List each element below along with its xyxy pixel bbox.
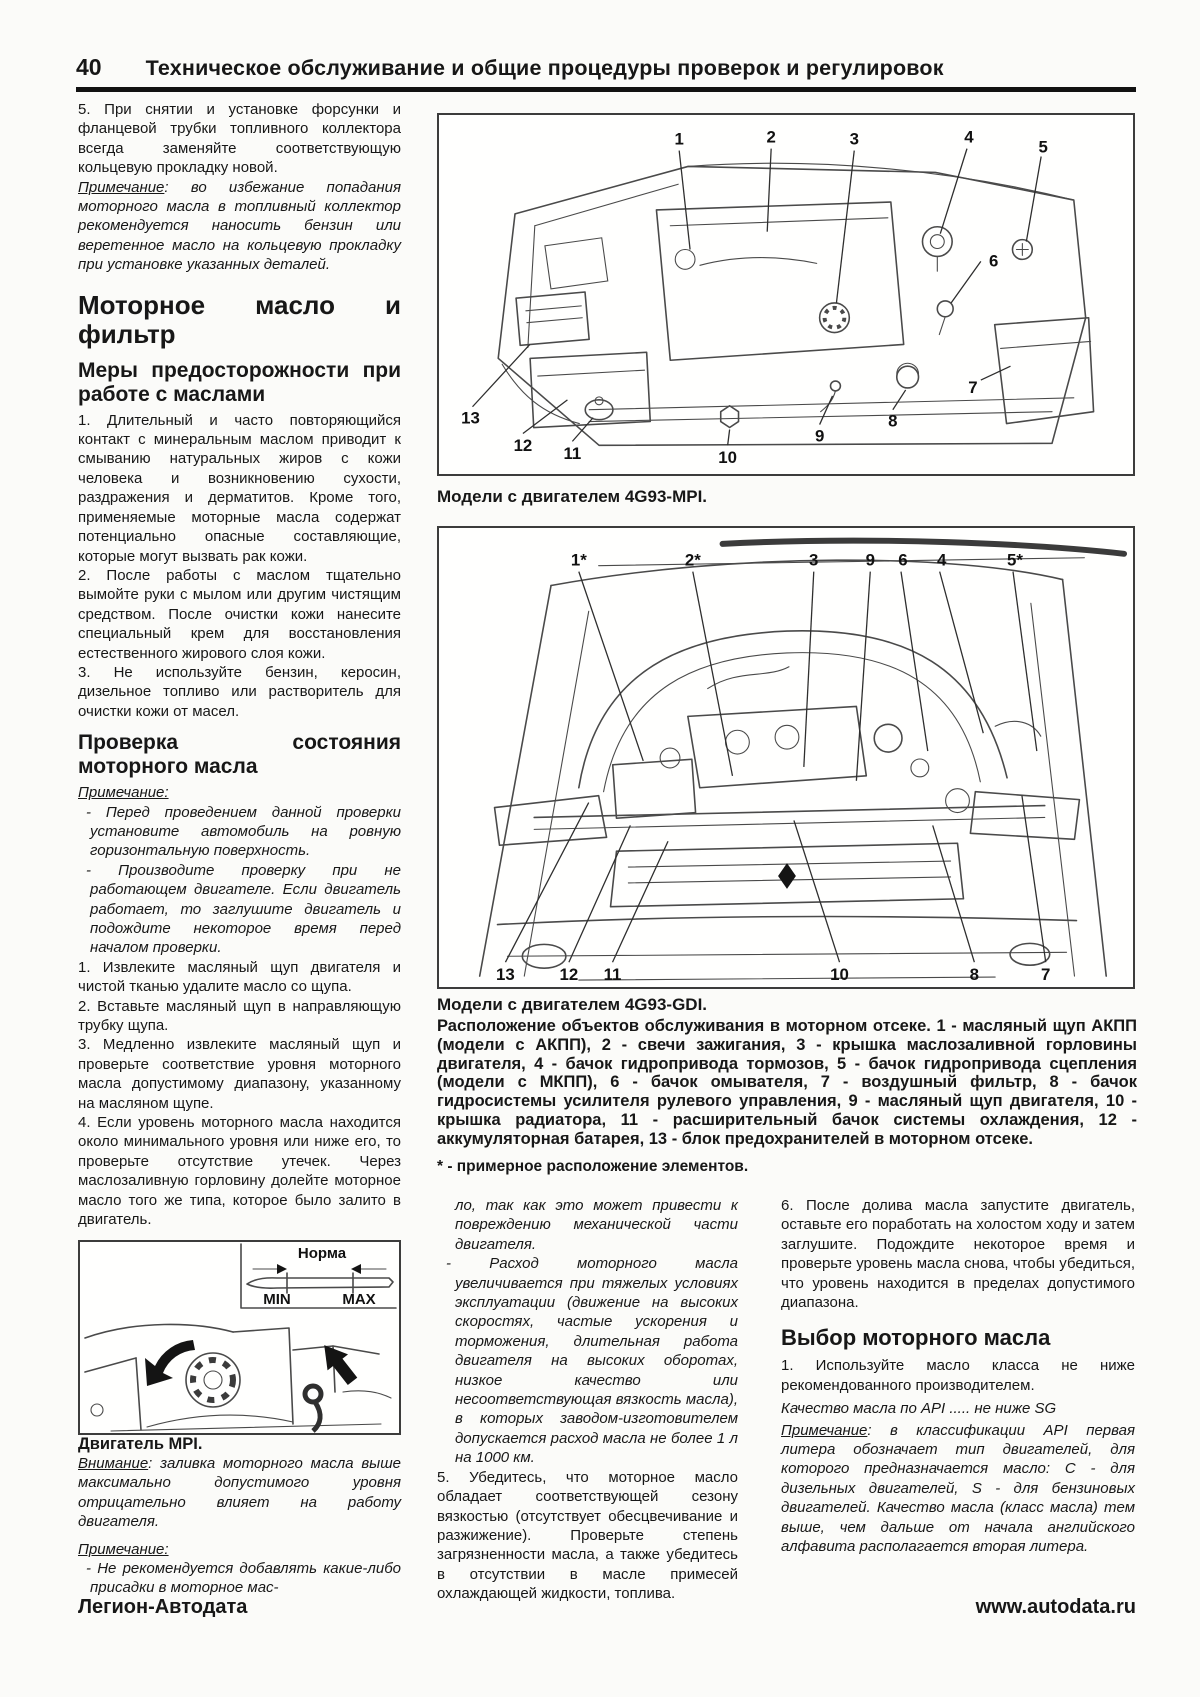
page-footer xyxy=(78,1596,1136,1619)
warning-text: : заливка моторного масла выше максимально допустимого уровня отрицательно влияет на работу двигателя. xyxy=(78,1454,401,1531)
engine-bay-diagram-gdi xyxy=(437,526,1135,989)
precaution-3: 3. Не используйте бензин, керосин, дизельное топливо или растворитель для очистки кожи от масел. xyxy=(78,663,401,720)
check-step-3: 3. Медленно извлеките масляный щуп и проверьте соответствие уровня моторного масла допустимому диапазону, указанному на масляном щупе. xyxy=(78,1036,401,1112)
paragraph-step5: 5. При снятии и установке форсунки и фланцевой трубки топливного коллектора всегда заменяйте соответствующую кольцевую прокладку новой. xyxy=(78,101,401,177)
note-additives-item: - Не рекомендуется добавлять какие-либо присадки в моторное мас- xyxy=(86,1559,401,1597)
note-label: Примечание xyxy=(781,1421,868,1439)
publisher-name: Легион-Автодата xyxy=(78,1596,248,1618)
inset-max-label: MAX xyxy=(342,1290,376,1308)
callout-number: 9 xyxy=(814,426,825,446)
left-column xyxy=(78,100,401,1598)
page-title: Техническое обслуживание и общие процедуры проверок и регулировок xyxy=(145,56,944,80)
precaution-1: 1. Длительный и часто повторяющийся контакт с минеральным маслом приводит к смыванию натуральных жиров с кожи человека и возникновению сухости, раздражения и дерматитов. Кроме того, применяемые моторные масла содержат потенциально опасные составляющие, которые могут вызвать рак кожи. xyxy=(78,411,401,565)
callout-number: 7 xyxy=(1041,965,1051,985)
note-additives-continuation: ло, так как это может привести к повреждению механической части двигателя. xyxy=(455,1197,738,1253)
callout-number: 8 xyxy=(969,965,980,985)
note-label: Примечание xyxy=(78,178,165,196)
subheading-oil-check: Проверка состояния моторного масла xyxy=(78,731,401,779)
warning-label: Внимание xyxy=(78,1454,149,1472)
callout-number: 12 xyxy=(513,436,533,456)
callout-number: 11 xyxy=(563,444,582,464)
note-label: Примечание: xyxy=(78,1540,169,1558)
dipstick-figure-art xyxy=(80,1242,399,1433)
page-header xyxy=(76,54,1136,92)
dipstick-arrow-icon xyxy=(314,1337,363,1389)
callout-number: 6 xyxy=(989,251,999,271)
callout-number: 10 xyxy=(830,965,849,985)
callout-number: 13 xyxy=(496,965,515,985)
section-heading-engine-oil: Моторное масло и фильтр xyxy=(78,289,401,349)
mpi-engine-figure xyxy=(78,1240,401,1435)
callout-number: 4 xyxy=(936,550,947,570)
callout-number: 8 xyxy=(888,411,898,431)
callout-number: 2 xyxy=(766,127,776,147)
note-text: : во избежание попадания моторного масла в топливный коллектор рекомендуется наносить бензин или веретенное масло на кольцевую прокладку при установке указанных деталей. xyxy=(78,178,401,274)
check-step-1: 1. Извлеките масляный щуп двигателя и чистой тканью удалите масло со щупа. xyxy=(78,958,401,996)
note-check-item-1: - Перед проведением данной проверки установите автомобиль на ровную горизонтальную поверхность. xyxy=(86,803,401,860)
note-text: : в классификации API первая литера обозначает тип двигателей, для которого предназначается масло: C - для дизельных двигателей, S - для бензиновых двигателей. Качество масла (класс масла) тем выше, чем дальше от начала английского алфавита располагается вторая литера. xyxy=(781,1421,1135,1556)
note-check-item-2: - Производите проверку при не работающем двигателе. Если двигатель работает, то заглушите двигатель и подождите некоторое время перед началом проверки. xyxy=(86,861,401,957)
note-injector xyxy=(78,178,401,275)
callout-number: 1* xyxy=(570,550,587,570)
diagram-legend-footnote: * - примерное расположение элементов. xyxy=(437,1157,749,1175)
middle-column xyxy=(437,1196,738,1604)
callout-number: 9 xyxy=(865,550,875,570)
page-number: 40 xyxy=(76,54,102,80)
right-column xyxy=(781,1196,1135,1557)
callout-number: 11 xyxy=(603,965,622,985)
api-quality-line: Качество масла по API ..... не ниже SG xyxy=(781,1400,1057,1418)
callout-number: 4 xyxy=(964,127,974,147)
callout-number: 3 xyxy=(809,550,819,570)
check-step-4: 4. Если уровень моторного масла находится около минимального уровня или ниже его, то проверьте отсутствие утечек. Через маслозаливную горловину долейте моторное масло того же типа, которое было залито в двигатель. xyxy=(78,1114,401,1229)
mpi-diagram-caption: Модели с двигателем 4G93-MPI. xyxy=(437,487,708,506)
note-label: Примечание: xyxy=(78,784,169,802)
check-step-2: 2. Вставьте масляный щуп в направляющую трубку щупа. xyxy=(78,997,401,1035)
callout-number: 2* xyxy=(684,550,701,570)
gdi-diagram-caption: Модели с двигателем 4G93-GDI. xyxy=(437,995,708,1014)
callout-number: 13 xyxy=(461,408,480,428)
callout-number: 5 xyxy=(1038,137,1048,157)
callout-number: 6 xyxy=(898,550,908,570)
subheading-oil-choice: Выбор моторного масла xyxy=(781,1325,1051,1351)
diagram-legend: Расположение объектов обслуживания в моторном отсеке. 1 - масляный щуп АКПП (модели с АКПП), 2 - свечи зажигания, 3 - крышка маслозаливной горловины двигателя, 4 - бачок гидропривода тормозов, 5 - бачок гидропривода сцепления (модели с МКПП), 6 - бачок омывателя, 7 - воздушный фильтр, 8 - бачок гидросистемы усилителя рулевого управления, 9 - масляный щуп двигателя, 10 - крышка радиатора, 11 - расширительный бачок системы охлаждения, 12 - аккумуляторная батарея, 13 - блок предохранителей в моторном отсеке. xyxy=(437,1017,1137,1148)
callout-number: 3 xyxy=(849,129,859,149)
callout-number: 10 xyxy=(718,448,737,468)
dipstick-range-inset xyxy=(241,1244,396,1308)
diagram-legend-block xyxy=(437,995,1137,1176)
figure-caption: Двигатель MPI. xyxy=(78,1434,203,1453)
gdi-diagram-art xyxy=(439,528,1133,987)
subheading-precautions: Меры предосторожности при работе с маслами xyxy=(78,358,401,406)
precaution-2: 2. После работы с маслом тщательно вымойте руки с мылом или другим чистящим средством. После очистки кожи нанесите специальный крем для восстановления естественного жирового слоя кожи. xyxy=(78,566,401,662)
choice-step-1: 1. Используйте масло класса не ниже рекомендованного производителем. xyxy=(781,1357,1135,1394)
check-step-6: 6. После долива масла запустите двигатель, оставьте его поработать на холостом ходу и затем заглушите. Подождите некоторое время и проверьте уровень масла снова, чтобы убедиться, что уровень находится в пределах допустимого диапазона. xyxy=(781,1197,1135,1312)
callout-number: 12 xyxy=(559,965,579,985)
rotate-arrow-icon xyxy=(145,1340,195,1386)
callout-number: 7 xyxy=(968,377,978,397)
site-url: www.autodata.ru xyxy=(975,1596,1136,1618)
inset-norm-label: Норма xyxy=(297,1244,347,1262)
note-check-label xyxy=(78,783,401,802)
callout-number: 1 xyxy=(674,129,684,149)
warning-overfill xyxy=(78,1454,401,1532)
note-oil-consumption: - Расход моторного масла увеличивается при тяжелых условиях эксплуатации (движение на высоких скоростях, частые ускорения и торможения, длительная работа двигателя на высоких оборотах, низкое качество или несоответствующая вязкость масла), в которых заводом-изготовителем допускается расход масла не более 1 л на 1000 км. xyxy=(446,1255,738,1467)
note-api xyxy=(781,1421,1135,1557)
callout-number: 5* xyxy=(1007,550,1023,570)
brand-emblem-icon xyxy=(778,863,796,889)
note-additives-label xyxy=(78,1540,401,1559)
inset-min-label: MIN xyxy=(263,1290,291,1308)
engine-bay-diagram-mpi xyxy=(437,113,1135,476)
mpi-diagram-art xyxy=(439,115,1133,474)
check-step-5: 5. Убедитесь, что моторное масло обладает соответствующей сезону вязкостью (отсутствует обесцвечивание и разжижение). Проверьте степень загрязненности масла, а также убедитесь в отсутствии в масле примесей охлаждающей жидкости, топлива. xyxy=(437,1468,738,1603)
